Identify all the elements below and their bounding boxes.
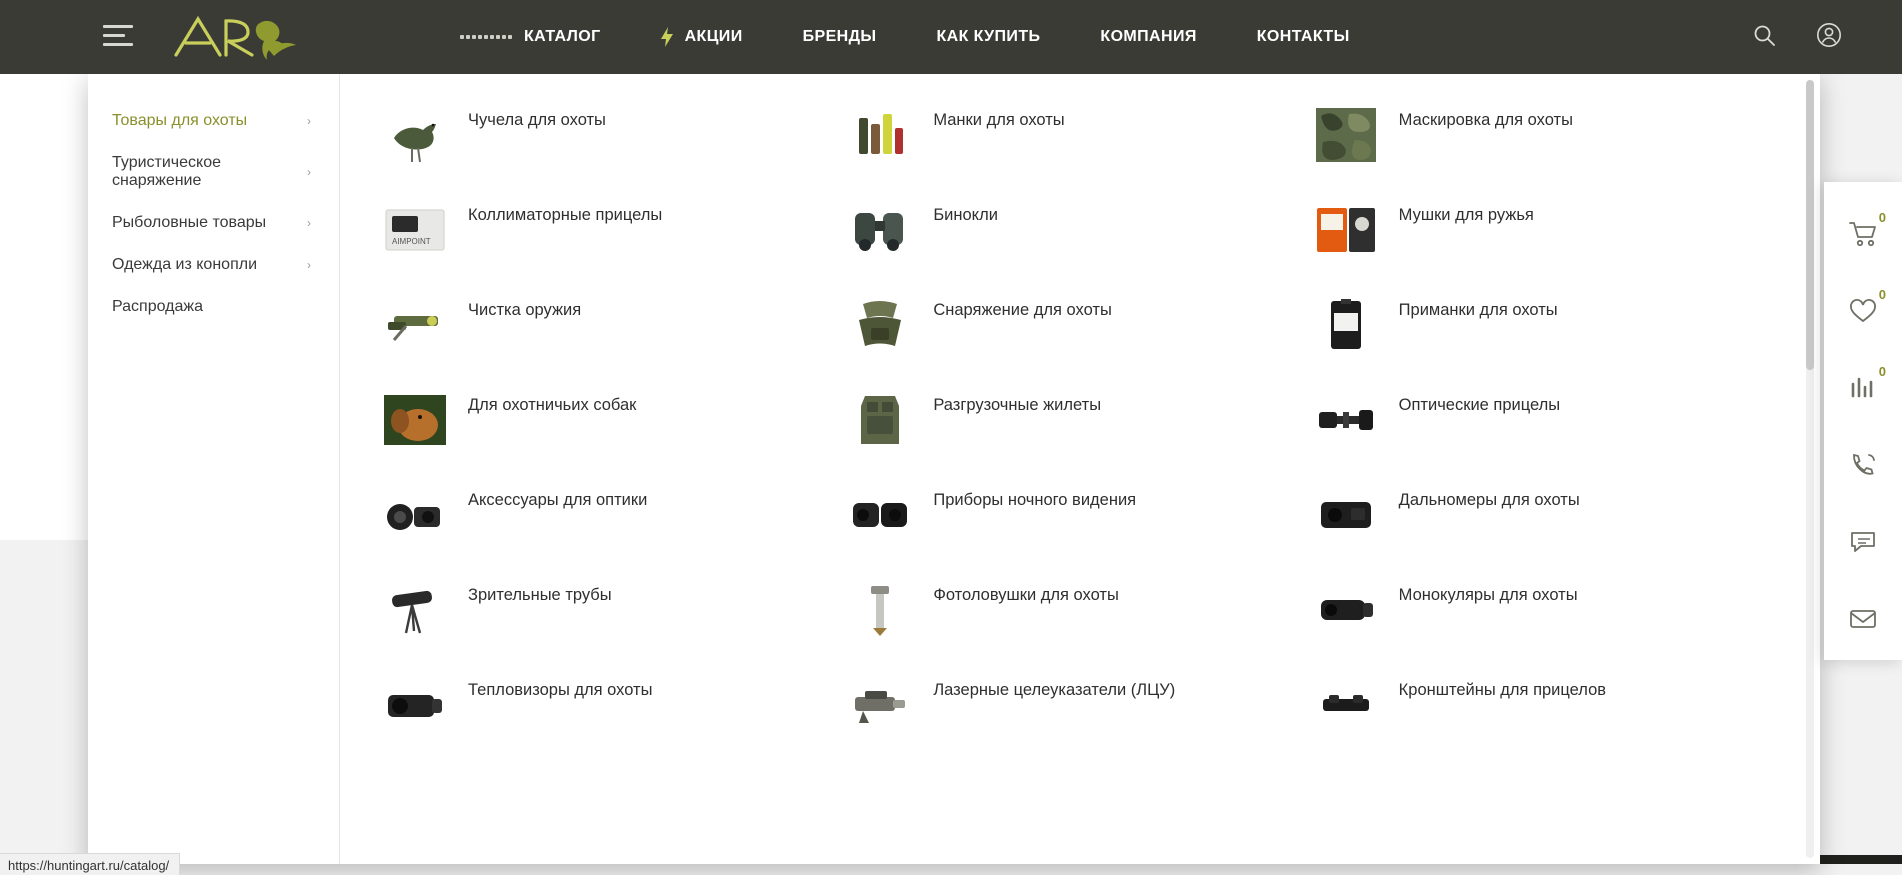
catalog-category-hemp-clothing-label: Одежда из конопли (112, 256, 257, 273)
svg-text:AIMPOINT: AIMPOINT (392, 237, 431, 246)
dropdown-scrollbar-thumb[interactable] (1806, 80, 1814, 370)
catalog-category-hunting-label: Товары для охоты (112, 112, 248, 129)
chat-icon (1849, 530, 1877, 559)
subcategory-item[interactable] (384, 294, 849, 389)
compare-badge: 0 (1878, 364, 1886, 379)
subcategory-label: Аксессуары для оптики (468, 491, 648, 509)
side-tool-cart[interactable] (1824, 198, 1902, 275)
cart-badge: 0 (1878, 210, 1886, 225)
game-calls-icon (849, 104, 911, 166)
rangefinder-icon (1315, 484, 1377, 546)
monocular-icon (1315, 579, 1377, 641)
subcategory-item[interactable] (1315, 199, 1780, 294)
side-tool-favorites[interactable] (1824, 275, 1902, 352)
side-tool-chat[interactable] (1824, 506, 1902, 583)
status-bar-link-preview (0, 853, 180, 875)
subcategory-item[interactable] (1315, 674, 1780, 769)
catalog-category-fishing-label: Рыболовные товары (112, 214, 267, 231)
side-toolbar (1824, 182, 1902, 660)
chevron-right-icon: › (307, 216, 311, 230)
subcategory-label: Разгрузочные жилеты (933, 396, 1102, 414)
catalog-category-sale-label: Распродажа (112, 298, 203, 315)
subcategory-item[interactable] (849, 484, 1314, 579)
subcategory-item[interactable] (384, 104, 849, 199)
subcategory-label: Монокуляры для охоты (1398, 586, 1578, 604)
cart-icon (1848, 220, 1878, 253)
red-dot-sight-box-icon (384, 199, 446, 261)
subcategory-item[interactable] (384, 579, 849, 674)
subcategory-item[interactable] (1315, 484, 1780, 579)
subcategory-item[interactable] (1315, 104, 1780, 199)
nav-item-brands-label: БРЕНДЫ (802, 28, 877, 45)
subcategory-item[interactable] (384, 484, 849, 579)
dropdown-scrollbar[interactable] (1806, 80, 1814, 858)
catalog-category-list (88, 74, 340, 864)
header-actions (1752, 0, 1842, 74)
side-tool-email[interactable] (1824, 583, 1902, 660)
subcategory-label: Чистка оружия (468, 301, 582, 319)
camouflage-net-icon (1315, 104, 1377, 166)
subcategory-item[interactable] (849, 674, 1314, 769)
favorites-badge: 0 (1878, 287, 1886, 302)
night-vision-icon (849, 484, 911, 546)
main-navigation (430, 0, 1380, 74)
nav-item-contacts-label: КОНТАКТЫ (1256, 28, 1350, 45)
binoculars-icon (849, 199, 911, 261)
subcategory-label: Приманки для охоты (1398, 301, 1558, 319)
subcategory-label: Для охотничьих собак (468, 396, 637, 414)
nav-item-promotions[interactable] (631, 0, 773, 74)
nav-item-how-to-buy-label: КАК КУПИТЬ (936, 28, 1041, 45)
catalog-subcategory-grid (384, 104, 1780, 769)
callback-phone-icon (1849, 452, 1877, 483)
page-background-bottom (0, 864, 1902, 875)
subcategory-item[interactable] (384, 199, 849, 294)
catalog-category-tourism[interactable] (88, 142, 339, 202)
hunting-gear-icon (849, 294, 911, 356)
site-header (0, 0, 1902, 74)
hunting-dog-icon (384, 389, 446, 451)
subcategory-label: Чучела для охоты (468, 111, 606, 129)
subcategory-item[interactable] (1315, 579, 1780, 674)
subcategory-label: Оптические прицелы (1398, 396, 1561, 414)
spotting-scope-icon (384, 579, 446, 641)
subcategory-label: Манки для охоты (933, 111, 1065, 129)
nav-item-company[interactable] (1070, 0, 1226, 74)
subcategory-item[interactable] (849, 389, 1314, 484)
side-tool-compare[interactable] (1824, 352, 1902, 429)
lure-bottle-icon (1315, 294, 1377, 356)
burger-menu-icon[interactable] (103, 22, 135, 48)
catalog-subcategory-grid-wrap (340, 74, 1820, 864)
catalog-category-hunting[interactable] (88, 100, 339, 142)
decoy-duck-icon (384, 104, 446, 166)
search-icon[interactable] (1752, 23, 1776, 52)
nav-item-contacts[interactable] (1227, 0, 1380, 74)
email-icon (1849, 608, 1877, 635)
tactical-vest-icon (849, 389, 911, 451)
laser-designator-icon (849, 674, 911, 736)
nav-item-catalog-label: КАТАЛОГ (524, 28, 601, 45)
nav-item-brands[interactable] (773, 0, 907, 74)
nav-item-promotions-label: АКЦИИ (684, 28, 743, 45)
catalog-category-tourism-label: Туристическое снаряжение (112, 154, 222, 189)
subcategory-item[interactable] (1315, 294, 1780, 389)
subcategory-label: Маскировка для охоты (1398, 111, 1573, 129)
subcategory-item[interactable] (849, 104, 1314, 199)
heart-icon (1849, 298, 1877, 329)
rifle-scope-icon (1315, 389, 1377, 451)
scope-mount-icon (1315, 674, 1377, 736)
subcategory-label: Снаряжение для охоты (933, 301, 1112, 319)
catalog-dropdown-panel (88, 74, 1820, 864)
chevron-right-icon: › (307, 114, 311, 128)
grid-icon (460, 35, 512, 39)
thermal-imager-icon (384, 674, 446, 736)
nav-item-how-to-buy[interactable] (906, 0, 1070, 74)
subcategory-label: Бинокли (933, 206, 998, 224)
chevron-right-icon: › (307, 258, 311, 272)
nav-item-company-label: КОМПАНИЯ (1100, 28, 1197, 45)
subcategory-label: Кронштейны для прицелов (1398, 681, 1607, 699)
user-account-icon[interactable] (1816, 22, 1842, 53)
catalog-category-sale[interactable] (88, 286, 339, 328)
subcategory-item[interactable] (849, 294, 1314, 389)
subcategory-label: Тепловизоры для охоты (468, 681, 653, 699)
subcategory-item[interactable] (1315, 389, 1780, 484)
subcategory-label: Коллиматорные прицелы (468, 206, 663, 224)
page-background-band (0, 540, 88, 864)
subcategory-item[interactable] (384, 674, 849, 769)
lightning-icon (661, 27, 673, 47)
side-tool-callback[interactable] (1824, 429, 1902, 506)
catalog-category-hemp-clothing[interactable] (88, 244, 339, 286)
chevron-right-icon: › (307, 165, 311, 179)
subcategory-label: Приборы ночного видения (933, 491, 1137, 509)
site-logo[interactable] (168, 5, 298, 67)
shotgun-bead-pack-icon (1315, 199, 1377, 261)
subcategory-label: Зрительные трубы (468, 586, 612, 604)
status-bar-url: https://huntingart.ru/catalog/ (8, 858, 170, 873)
catalog-category-fishing[interactable] (88, 202, 339, 244)
subcategory-label: Мушки для ружья (1398, 206, 1534, 224)
subcategory-item[interactable] (849, 579, 1314, 674)
nav-item-catalog[interactable] (430, 0, 631, 74)
subcategory-item[interactable] (384, 389, 849, 484)
gun-cleaning-kit-icon (384, 294, 446, 356)
subcategory-item[interactable] (849, 199, 1314, 294)
compare-icon (1849, 376, 1877, 405)
subcategory-label: Лазерные целеуказатели (ЛЦУ) (933, 681, 1176, 699)
subcategory-label: Фотоловушки для охоты (933, 586, 1119, 604)
subcategory-label: Дальномеры для охоты (1398, 491, 1580, 509)
trail-camera-icon (849, 579, 911, 641)
optics-accessories-icon (384, 484, 446, 546)
